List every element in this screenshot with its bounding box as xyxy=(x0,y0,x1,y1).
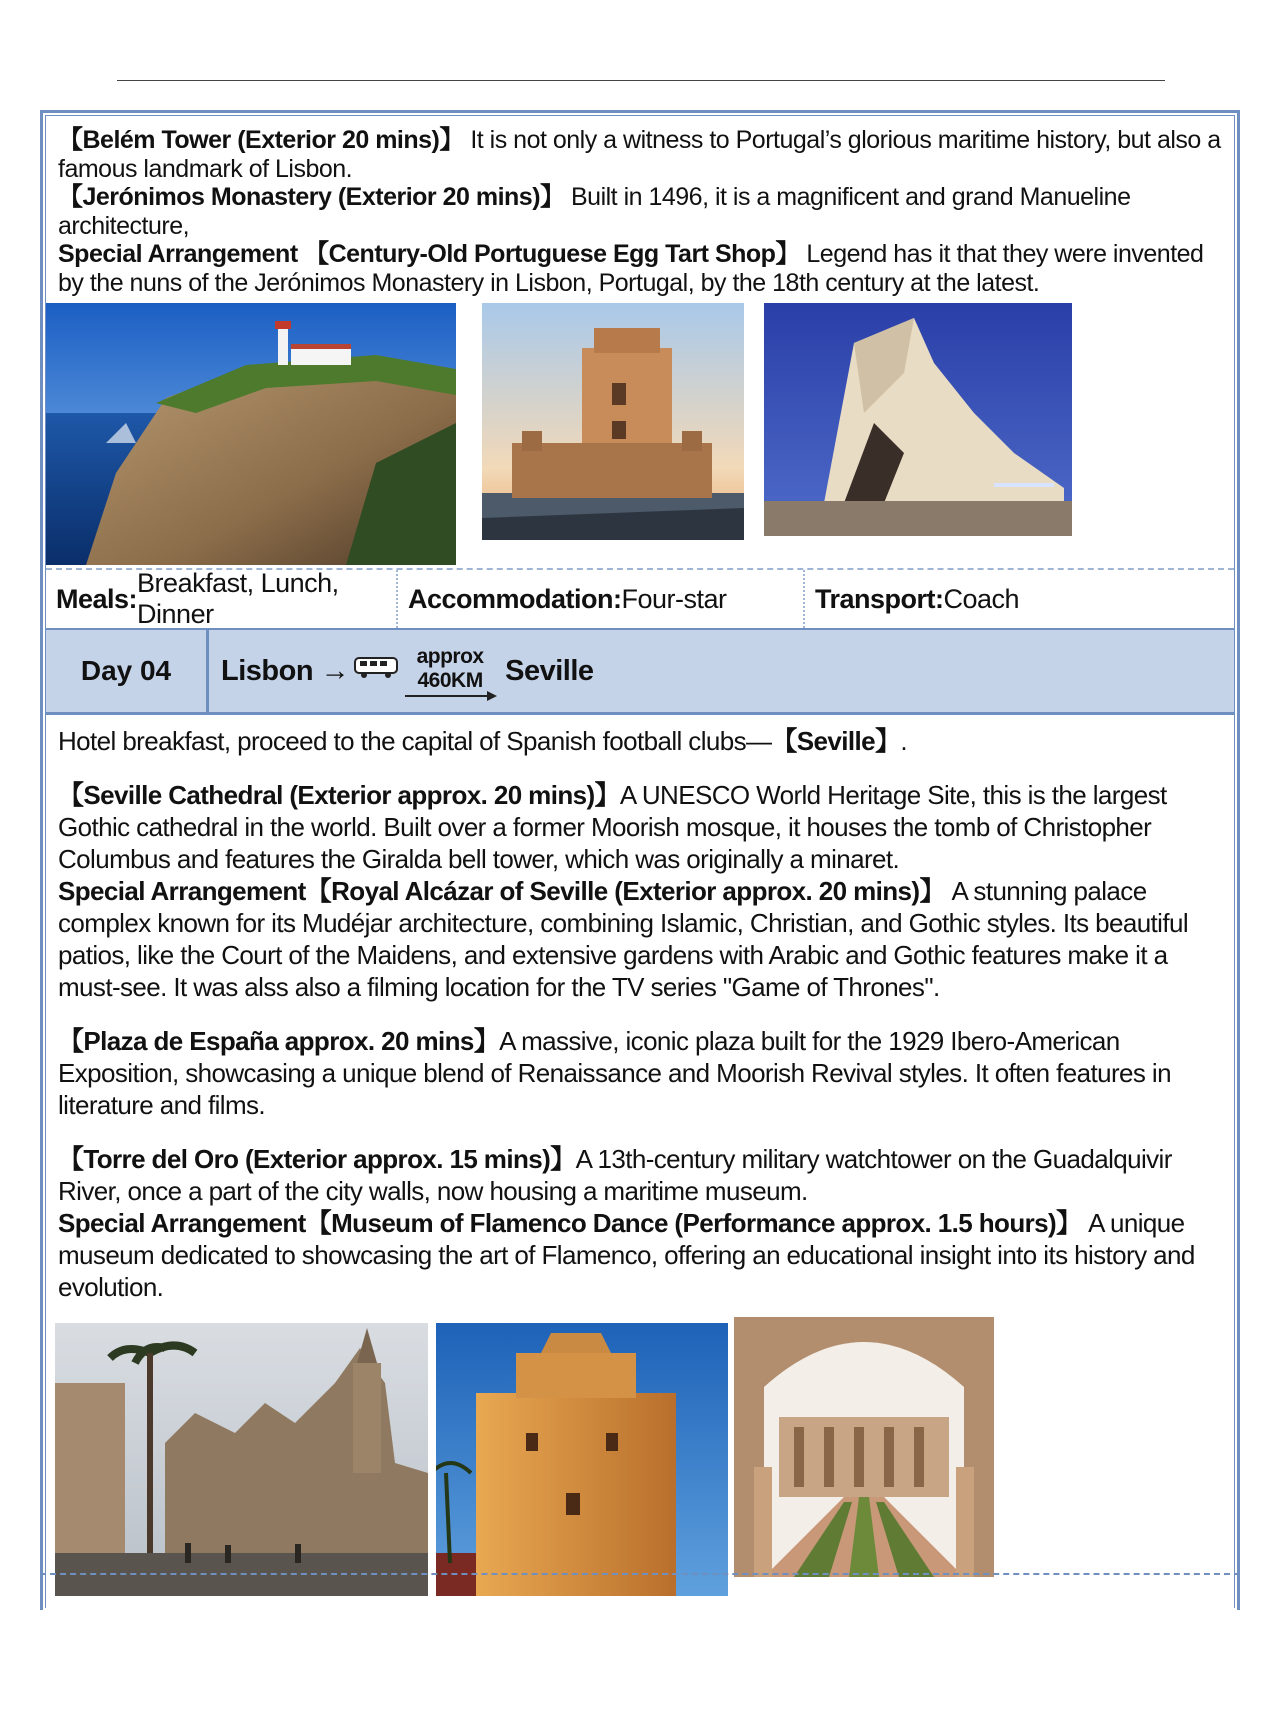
torre-title: 【Torre del Oro (Exterior approx. 15 mins)】 xyxy=(58,1144,576,1174)
route-from: Lisbon → xyxy=(221,654,350,687)
route-to: Seville xyxy=(505,654,594,687)
top-divider xyxy=(117,80,1165,81)
alcazar-title: Special Arrangement【Royal Alcázar of Seville (Exterior approx. 20 mins)】 xyxy=(58,876,945,906)
accommodation-cell xyxy=(396,570,803,628)
accommodation-value: Four-star xyxy=(621,583,727,614)
intro-paragraph xyxy=(58,725,1222,757)
cabo-da-roca-photo xyxy=(46,303,456,565)
distance-approx: approx xyxy=(416,645,484,668)
torre-text: A 13th-century military watchtower on the Guadalquivir River, once a part of the city walls, now housing a maritime museum. xyxy=(58,1144,1172,1206)
seville-cathedral-photo xyxy=(55,1323,428,1596)
belem-tower-photo xyxy=(482,303,744,540)
accommodation-label: Accommodation: xyxy=(408,583,622,614)
belem-text: It is not only a witness to Portugal’s glorious maritime history, but also a famous landmark of Lisbon. xyxy=(58,126,1221,183)
belem-paragraph xyxy=(58,126,1222,183)
discoveries-monument-photo xyxy=(764,303,1072,536)
egg-tart-paragraph xyxy=(58,240,1222,297)
flamenco-title: Special Arrangement【Museum of Flamenco Dance (Performance approx. 1.5 hours)】 xyxy=(58,1208,1082,1238)
torre-del-oro-photo xyxy=(436,1323,728,1596)
route xyxy=(209,630,594,712)
transport-cell xyxy=(803,570,1234,628)
jeronimos-title: 【Jerónimos Monastery (Exterior 20 mins)】 xyxy=(58,183,565,211)
alcazar-courtyard-photo xyxy=(734,1317,994,1577)
photo-row-portugal xyxy=(46,303,1234,568)
cathedral-title: 【Seville Cathedral (Exterior approx. 20 mins)】 xyxy=(58,780,620,810)
distance-value: 460KM xyxy=(417,669,483,692)
meals-label: Meals: xyxy=(56,583,138,614)
egg-tart-text: Legend has it that they were invented by the nuns of the Jerónimos Monastery in Lisbon, Portugal, by the 18th century at the latest. xyxy=(58,240,1204,297)
day-description xyxy=(46,715,1234,1303)
bus-icon xyxy=(353,654,399,688)
egg-tart-title: Special Arrangement 【Century-Old Portuguese Egg Tart Shop】 xyxy=(58,240,800,268)
meals-cell xyxy=(46,570,396,628)
plaza-title: 【Plaza de España approx. 20 mins】 xyxy=(58,1026,500,1056)
photo-row-seville xyxy=(46,1303,1234,1608)
itinerary-frame xyxy=(40,110,1240,1610)
torre-paragraph xyxy=(58,1143,1222,1207)
attractions-top xyxy=(46,116,1234,303)
day-header xyxy=(46,630,1234,715)
transport-value: Coach xyxy=(943,583,1020,614)
intro-text: Hotel breakfast, proceed to the capital of Spanish football clubs— xyxy=(58,726,772,756)
cathedral-text: A UNESCO World Heritage Site, this is the largest Gothic cathedral in the world. Built over a former Moorish mosque, it houses the tomb of Christopher Columbus and features the Giralda bell tower, which was originally a minaret. xyxy=(58,780,1167,874)
flamenco-text: A unique museum dedicated to showcasing the art of Flamenco, offering an educational insight into its history and evolution. xyxy=(58,1208,1195,1302)
plaza-paragraph xyxy=(58,1025,1222,1121)
jeronimos-paragraph xyxy=(58,183,1222,240)
alcazar-paragraph xyxy=(58,875,1222,1003)
transport-label: Transport: xyxy=(815,583,944,614)
belem-title: 【Belém Tower (Exterior 20 mins)】 xyxy=(58,126,464,154)
distance-label xyxy=(405,645,495,697)
trip-info-row xyxy=(46,568,1234,630)
jeronimos-text: Built in 1496, it is a magnificent and grand Manueline architecture, xyxy=(58,183,1131,240)
meals-value: Breakfast, Lunch, Dinner xyxy=(137,568,339,629)
flamenco-paragraph xyxy=(58,1207,1222,1303)
arrow-icon xyxy=(405,695,495,697)
plaza-text: A massive, iconic plaza built for the 1929 Ibero-American Exposition, showcasing a unique blend of Renaissance and Moorish Revival styles. It often features in literature and films. xyxy=(58,1026,1171,1120)
bottom-divider xyxy=(40,1573,1240,1575)
cathedral-paragraph xyxy=(58,779,1222,875)
intro-destination: 【Seville】 xyxy=(771,726,901,756)
alcazar-text: A stunning palace complex known for its Mudéjar architecture, combining Islamic, Christian, and Gothic styles. Its beautiful patios, like the Court of the Maidens, and extensive gardens with Arabic and Gothic features make it a must-see. It was alss also a filming location for the TV series "Game of Thrones". xyxy=(58,876,1189,1002)
day-label: Day 04 xyxy=(46,630,209,712)
intro-end: . xyxy=(900,726,908,756)
